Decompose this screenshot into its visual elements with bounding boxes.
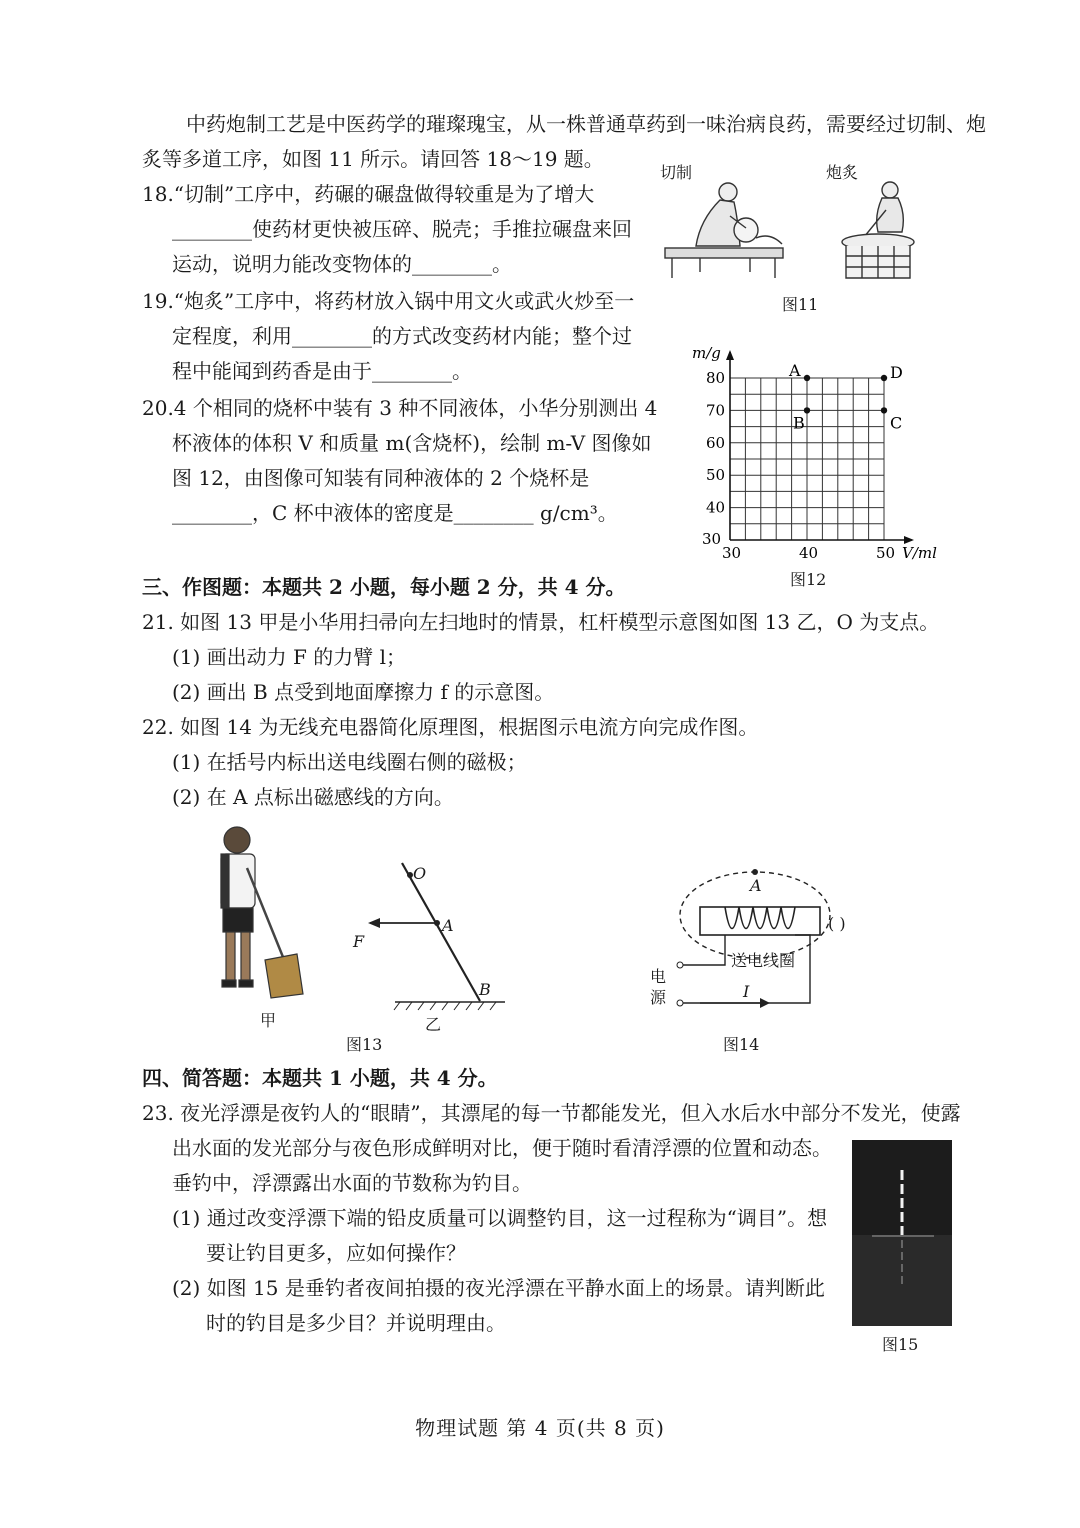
q19-line-3: 程中能闻到药香是由于________。 <box>172 359 472 383</box>
y-tick-label: 80 <box>706 369 726 387</box>
q23-sub-1-cont: 要让钓目更多，应如何操作？ <box>206 1241 466 1265</box>
fig15-night-float-photo <box>852 1140 952 1326</box>
fig13-label-a: A <box>442 916 454 935</box>
q21-sub-1: (1) 画出动力 F 的力臂 l； <box>172 645 407 669</box>
fig13-lever-model <box>340 855 520 1015</box>
y-tick-label: 70 <box>706 401 726 420</box>
q23-sub-1: (1) 通过改变浮漂下端的铅皮质量可以调整钓目，这一过程称为“调目”。想 <box>172 1206 828 1230</box>
page-footer: 物理试题 第 4 页(共 8 页) <box>415 1416 665 1440</box>
fig13-sub-yi: 乙 <box>425 1015 442 1034</box>
terminal-2 <box>677 1000 683 1006</box>
lever-rod <box>402 863 480 1001</box>
q20-line-1: 20.4 个相同的烧杯中装有 3 种不同液体，小华分别测出 4 <box>142 396 658 420</box>
intro-line-1: 中药炮制工艺是中医药学的璀璨瑰宝，从一株普通草药到一味治病良药，需要经过切制、炮 <box>186 112 986 136</box>
section-3-heading: 三、作图题：本题共 2 小题，每小题 2 分，共 4 分。 <box>142 575 626 599</box>
fig11-illustration <box>660 180 930 285</box>
wire-top <box>682 935 725 965</box>
q19-line-1: 19.“炮炙”工序中，将药材放入锅中用文火或武火炒至一 <box>142 289 635 313</box>
fig13-label-o: O <box>413 864 427 883</box>
fig14-caption: 图14 <box>723 1035 760 1054</box>
data-point-a <box>804 375 810 381</box>
fig13-sub-jia: 甲 <box>260 1011 277 1030</box>
fig13-label-f: F <box>353 932 365 951</box>
fig14-circuit <box>640 860 840 1010</box>
x-tick-label: 40 <box>799 544 819 562</box>
q22-sub-2: (2) 在 A 点标出磁感线的方向。 <box>172 785 454 809</box>
data-point-label-c: C <box>890 413 903 433</box>
q22-sub-1: (1) 在括号内标出送电线圈右侧的磁极； <box>172 750 527 774</box>
y-axis-arrow <box>726 350 734 360</box>
q23-line-3: 垂钓中，浮漂露出水面的节数称为钓目。 <box>172 1171 532 1195</box>
origin-y-tick-label: 30 <box>702 530 722 548</box>
ground-hatch <box>394 1002 496 1010</box>
y-tick-label: 60 <box>706 433 726 452</box>
q23-line-2: 出水面的发光部分与夜色形成鲜明对比，便于随时看清浮漂的位置和动态。 <box>172 1136 832 1160</box>
fig13-label-b: B <box>479 980 491 999</box>
q20-line-4: ________，C 杯中液体的密度是________ g/cm³。 <box>172 501 618 525</box>
fig14-source-1: 电 <box>650 967 667 986</box>
q19-line-2: 定程度，利用________的方式改变药材内能；整个过 <box>172 324 632 348</box>
fig14-current-label: I <box>743 982 750 1001</box>
q21-sub-2: (2) 画出 B 点受到地面摩擦力 f 的示意图。 <box>172 680 555 704</box>
fig14-source-2: 源 <box>650 988 667 1007</box>
intro-line-2: 炙等多道工序，如图 11 所示。请回答 18～19 题。 <box>142 147 604 171</box>
x-axis-unit: V/ml <box>902 544 937 562</box>
fig13-sweeping-boy <box>195 822 305 1002</box>
data-point-d <box>881 375 887 381</box>
fig11-label-pao: 炮炙 <box>826 163 859 182</box>
point-a-dot <box>434 920 440 926</box>
data-point-label-d: D <box>890 363 903 382</box>
fig12-chart <box>680 340 950 565</box>
fig12-caption: 图12 <box>790 570 827 589</box>
y-tick-label: 40 <box>706 498 726 517</box>
roasting-worker-drawing <box>842 182 914 278</box>
fig14-bracket: ( ) <box>828 914 846 933</box>
data-point-label-b: B <box>793 413 805 433</box>
section-4-heading: 四、简答题：本题共 1 小题，共 4 分。 <box>142 1066 498 1090</box>
y-axis-unit: m/g <box>692 344 721 362</box>
terminal-1 <box>677 962 683 968</box>
fig13-caption: 图13 <box>346 1035 383 1054</box>
x-tick-label: 30 <box>722 544 742 562</box>
q23-sub-2: (2) 如图 15 是垂钓者夜间拍摄的夜光浮漂在平静水面上的场景。请判断此 <box>172 1276 825 1300</box>
q21-line: 21. 如图 13 甲是小华用扫帚向左扫地时的情景，杠杆模型示意图如图 13 乙，O 为支点。 <box>142 610 940 634</box>
x-tick-label: 50 <box>876 544 896 562</box>
fig14-coil-label: 送电线圈 <box>731 951 796 970</box>
data-point-c <box>881 407 887 413</box>
point-a-dot <box>752 869 758 875</box>
fig11-label-qie: 切制 <box>660 163 693 182</box>
data-point-label-a: A <box>789 361 801 380</box>
x-axis-arrow <box>904 536 914 544</box>
cutting-worker-drawing <box>665 183 783 278</box>
fig15-caption: 图15 <box>882 1335 919 1354</box>
q20-line-2: 杯液体的体积 V 和质量 m(含烧杯)，绘制 m-V 图像如 <box>172 431 652 455</box>
q23-sub-2-cont: 时的钓目是多少目？并说明理由。 <box>206 1311 506 1335</box>
q20-line-3: 图 12，由图像可知装有同种液体的 2 个烧杯是 <box>172 466 590 490</box>
q23-line-1: 23. 夜光浮漂是夜钓人的“眼睛”，其漂尾的每一节都能发光，但入水后水中部分不发光，使露 <box>142 1101 961 1125</box>
fig11-caption: 图11 <box>782 295 819 314</box>
coil-core <box>700 907 820 935</box>
q22-line: 22. 如图 14 为无线充电器简化原理图，根据图示电流方向完成作图。 <box>142 715 759 739</box>
y-tick-label: 50 <box>706 466 726 485</box>
q18-line-2: ________使药材更快被压碎、脱壳；手推拉碾盘来回 <box>172 217 632 241</box>
fig14-label-a: A <box>750 876 762 895</box>
q18-line-1: 18.“切制”工序中，药碾的碾盘做得较重是为了增大 <box>142 182 595 206</box>
force-f-arrowhead <box>368 918 380 928</box>
q18-line-3: 运动，说明力能改变物体的________。 <box>172 252 512 276</box>
current-arrowhead <box>760 998 770 1008</box>
